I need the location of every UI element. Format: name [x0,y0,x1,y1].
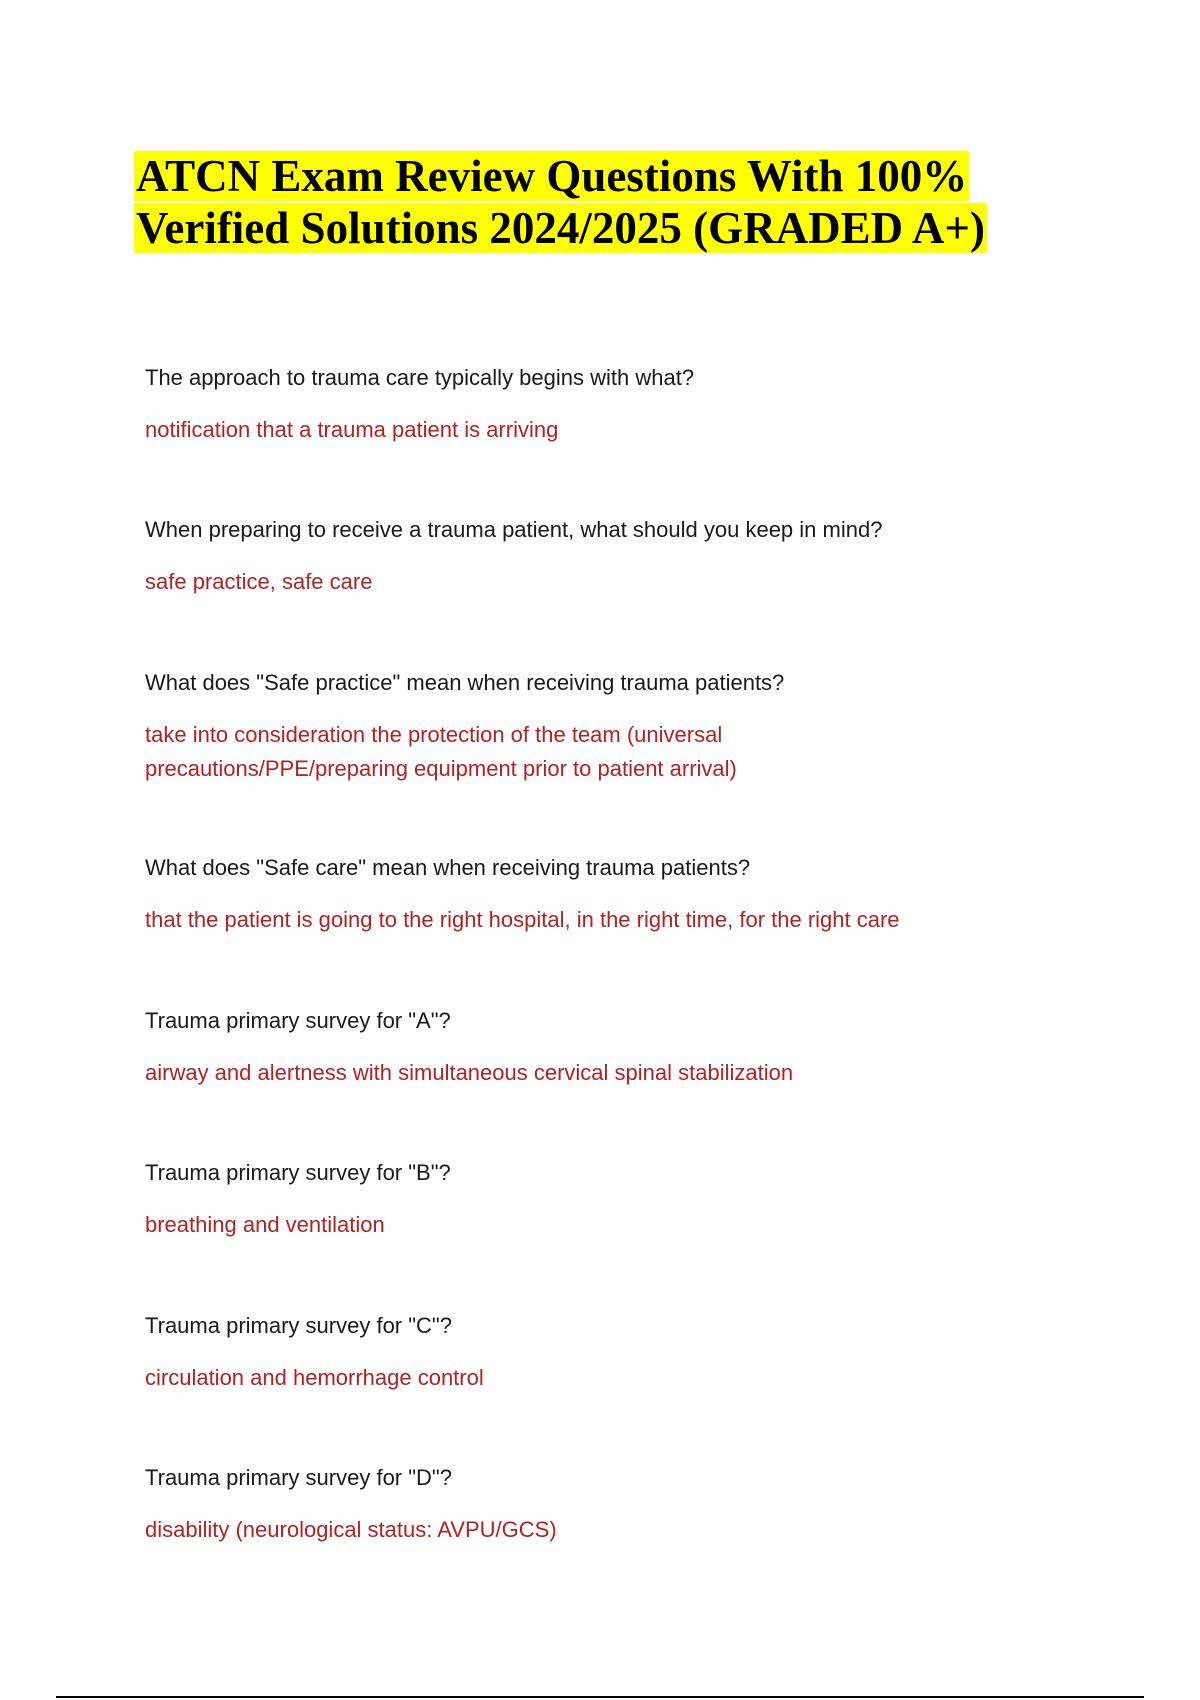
qa-item [145,853,1045,937]
question-text: The approach to trauma care typically begins with what? [145,365,695,390]
answer-text: circulation and hemorrhage control [145,1365,484,1390]
question-text: Trauma primary survey for "B"? [145,1160,451,1185]
question-text: Trauma primary survey for "A"? [145,1008,451,1033]
answer-text: breathing and ventilation [145,1212,385,1237]
footer-divider [56,1696,1144,1698]
answer-text: notification that a trauma patient is arriving [145,417,559,442]
qa-item [145,363,1045,447]
document-title-text: ATCN Exam Review Questions With 100% Verified Solutions 2024/2025 (GRADED A+) [136,151,986,253]
document-title [134,150,1094,254]
qa-item [145,515,1045,599]
answer-text: take into consideration the protection of the team (universal precautions/PPE/preparing equipment prior to patient arrival) [145,722,737,781]
answer-text: that the patient is going to the right hospital, in the right time, for the right care [145,907,900,932]
question-text: Trauma primary survey for "D"? [145,1465,452,1490]
question-text: What does "Safe care" mean when receiving trauma patients? [145,855,751,880]
qa-item [145,1311,1045,1395]
question-text: Trauma primary survey for "C"? [145,1313,452,1338]
answer-text: airway and alertness with simultaneous cervical spinal stabilization [145,1060,794,1085]
qa-item [145,1463,1045,1547]
qa-item [145,1006,1045,1090]
answer-text: disability (neurological status: AVPU/GCS) [145,1517,557,1542]
qa-item [145,668,825,786]
question-text: What does "Safe practice" mean when receiving trauma patients? [145,670,785,695]
qa-item [145,1158,1045,1242]
answer-text: safe practice, safe care [145,569,373,594]
question-text: When preparing to receive a trauma patient, what should you keep in mind? [145,517,883,542]
